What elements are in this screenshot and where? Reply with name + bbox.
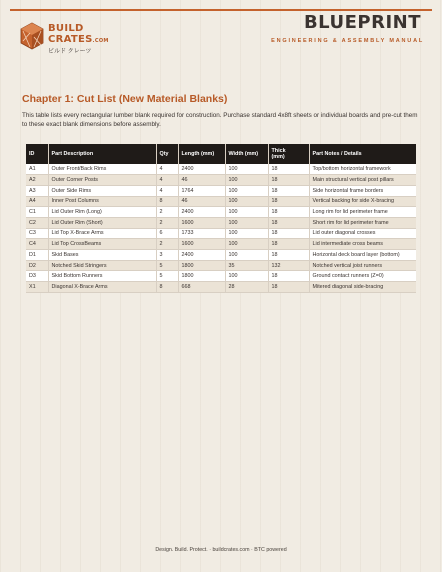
table-row bbox=[26, 228, 416, 239]
col-header-width: Width (mm) bbox=[225, 144, 268, 164]
col-header-qty: Qty bbox=[156, 144, 178, 164]
cell-qty: 4 bbox=[156, 175, 178, 186]
cell-thick: 18 bbox=[268, 175, 309, 186]
logo-text-japanese: ビルド クレーツ bbox=[48, 49, 92, 55]
cell-thick: 18 bbox=[268, 250, 309, 261]
crate-icon bbox=[20, 22, 44, 50]
cell-thick: 18 bbox=[268, 217, 309, 228]
cell-notes: Vertical backing for side X-bracing bbox=[309, 196, 416, 207]
logo-text-build: BUILD bbox=[48, 23, 84, 34]
cell-qty: 4 bbox=[156, 185, 178, 196]
logo-text-suffix: .COM bbox=[92, 38, 109, 44]
col-header-thick-line2: (mm) bbox=[271, 154, 285, 160]
cell-description: Lid Top X-Brace Arms bbox=[48, 228, 156, 239]
cell-width: 35 bbox=[225, 260, 268, 271]
cell-notes: Mitered diagonal side-bracing bbox=[309, 282, 416, 293]
cell-notes: Horizontal deck board layer (bottom) bbox=[309, 250, 416, 261]
cell-thick: 18 bbox=[268, 196, 309, 207]
table-row bbox=[26, 175, 416, 186]
cut-list-table bbox=[26, 144, 416, 293]
page-footer: Design. Build. Protect. · buildcrates.com · BTC powered bbox=[155, 547, 287, 553]
cell-qty: 8 bbox=[156, 196, 178, 207]
col-header-thick-line1: Thick bbox=[271, 148, 286, 154]
cell-length: 1600 bbox=[178, 217, 225, 228]
cell-length: 1600 bbox=[178, 239, 225, 250]
cell-qty: 5 bbox=[156, 260, 178, 271]
brand-logo bbox=[20, 22, 120, 56]
cell-id: C2 bbox=[26, 217, 48, 228]
cell-width: 100 bbox=[225, 228, 268, 239]
cell-width: 100 bbox=[225, 207, 268, 218]
cell-notes: Long rim for lid perimeter frame bbox=[309, 207, 416, 218]
cell-notes: Main structural vertical post pillars bbox=[309, 175, 416, 186]
table-row bbox=[26, 207, 416, 218]
table-row bbox=[26, 271, 416, 282]
cell-width: 28 bbox=[225, 282, 268, 293]
cell-thick: 18 bbox=[268, 228, 309, 239]
table-row bbox=[26, 282, 416, 293]
cell-length: 668 bbox=[178, 282, 225, 293]
cell-length: 1800 bbox=[178, 260, 225, 271]
cell-id: A2 bbox=[26, 175, 48, 186]
cell-width: 100 bbox=[225, 239, 268, 250]
table-row bbox=[26, 250, 416, 261]
cell-length: 2400 bbox=[178, 250, 225, 261]
col-header-length: Length (mm) bbox=[178, 144, 225, 164]
col-header-description: Part Description bbox=[48, 144, 156, 164]
cell-id: D2 bbox=[26, 260, 48, 271]
cell-width: 100 bbox=[225, 217, 268, 228]
cell-length: 1764 bbox=[178, 185, 225, 196]
logo-text-crates-main: CRATES bbox=[48, 34, 93, 45]
cell-length: 46 bbox=[178, 175, 225, 186]
cell-notes: Ground contact runners (Z=0) bbox=[309, 271, 416, 282]
cell-id: A3 bbox=[26, 185, 48, 196]
cell-thick: 18 bbox=[268, 164, 309, 175]
cell-length: 1733 bbox=[178, 228, 225, 239]
cell-notes: Top/bottom horizontal framework bbox=[309, 164, 416, 175]
cell-description: Outer Corner Posts bbox=[48, 175, 156, 186]
cell-qty: 6 bbox=[156, 228, 178, 239]
cell-width: 100 bbox=[225, 196, 268, 207]
cell-notes: Side horizontal frame borders bbox=[309, 185, 416, 196]
cell-notes: Lid outer diagonal crosses bbox=[309, 228, 416, 239]
table-row bbox=[26, 196, 416, 207]
document-subtitle: ENGINEERING & ASSEMBLY MANUAL bbox=[271, 38, 424, 44]
cell-width: 100 bbox=[225, 164, 268, 175]
logo-text-crates bbox=[48, 34, 109, 45]
cell-id: X1 bbox=[26, 282, 48, 293]
cell-description: Notched Skid Stringers bbox=[48, 260, 156, 271]
document-title: BLUEPRINT bbox=[303, 12, 421, 33]
chapter-title: Chapter 1: Cut List (New Material Blanks) bbox=[22, 93, 228, 105]
cell-width: 100 bbox=[225, 271, 268, 282]
cell-id: D1 bbox=[26, 250, 48, 261]
cell-id: C4 bbox=[26, 239, 48, 250]
cell-notes: Lid intermediate cross beams bbox=[309, 239, 416, 250]
col-header-id: ID bbox=[29, 151, 35, 157]
cell-description: Outer Side Rims bbox=[48, 185, 156, 196]
col-header-notes: Part Notes / Details bbox=[309, 144, 416, 164]
cell-thick: 18 bbox=[268, 207, 309, 218]
cell-id: A4 bbox=[26, 196, 48, 207]
cell-notes: Short rim for lid perimeter frame bbox=[309, 217, 416, 228]
cell-qty: 8 bbox=[156, 282, 178, 293]
cell-id: C1 bbox=[26, 207, 48, 218]
table-row bbox=[26, 164, 416, 175]
col-header-thick bbox=[268, 144, 309, 164]
cell-description: Outer Front/Back Rims bbox=[48, 164, 156, 175]
cell-description: Inner Post Columns bbox=[48, 196, 156, 207]
cell-description: Lid Outer Rim (Short) bbox=[48, 217, 156, 228]
cell-width: 100 bbox=[225, 175, 268, 186]
cell-description: Skid Bases bbox=[48, 250, 156, 261]
cell-width: 100 bbox=[225, 250, 268, 261]
cell-description: Skid Bottom Runners bbox=[48, 271, 156, 282]
chapter-intro: This table lists every rectangular lumber blank required for construction. Purchase standard 4x8ft sheets or individual boards and pre-cut them to these exact blank dimensions before assembly. bbox=[22, 112, 418, 128]
cell-id: A1 bbox=[26, 164, 48, 175]
table-row bbox=[26, 260, 416, 271]
cell-qty: 5 bbox=[156, 271, 178, 282]
cell-thick: 18 bbox=[268, 185, 309, 196]
cell-thick: 18 bbox=[268, 271, 309, 282]
cell-width: 100 bbox=[225, 185, 268, 196]
table-body bbox=[26, 164, 416, 292]
cell-id: C3 bbox=[26, 228, 48, 239]
cell-qty: 4 bbox=[156, 164, 178, 175]
top-accent-bar bbox=[10, 9, 432, 11]
cell-length: 2400 bbox=[178, 207, 225, 218]
cell-thick: 18 bbox=[268, 239, 309, 250]
cell-qty: 2 bbox=[156, 207, 178, 218]
cell-description: Lid Outer Rim (Long) bbox=[48, 207, 156, 218]
cell-length: 1800 bbox=[178, 271, 225, 282]
cell-id: D3 bbox=[26, 271, 48, 282]
cell-qty: 2 bbox=[156, 217, 178, 228]
cell-qty: 2 bbox=[156, 239, 178, 250]
table-row bbox=[26, 239, 416, 250]
cell-description: Lid Top CrossBeams bbox=[48, 239, 156, 250]
cell-notes: Notched vertical joist runners bbox=[309, 260, 416, 271]
table-row bbox=[26, 217, 416, 228]
cell-thick: 18 bbox=[268, 282, 309, 293]
cell-length: 2400 bbox=[178, 164, 225, 175]
cell-length: 46 bbox=[178, 196, 225, 207]
table-row bbox=[26, 185, 416, 196]
table-header-row bbox=[26, 144, 416, 164]
cell-thick: 132 bbox=[268, 260, 309, 271]
cell-description: Diagonal X-Brace Arms bbox=[48, 282, 156, 293]
cell-qty: 3 bbox=[156, 250, 178, 261]
